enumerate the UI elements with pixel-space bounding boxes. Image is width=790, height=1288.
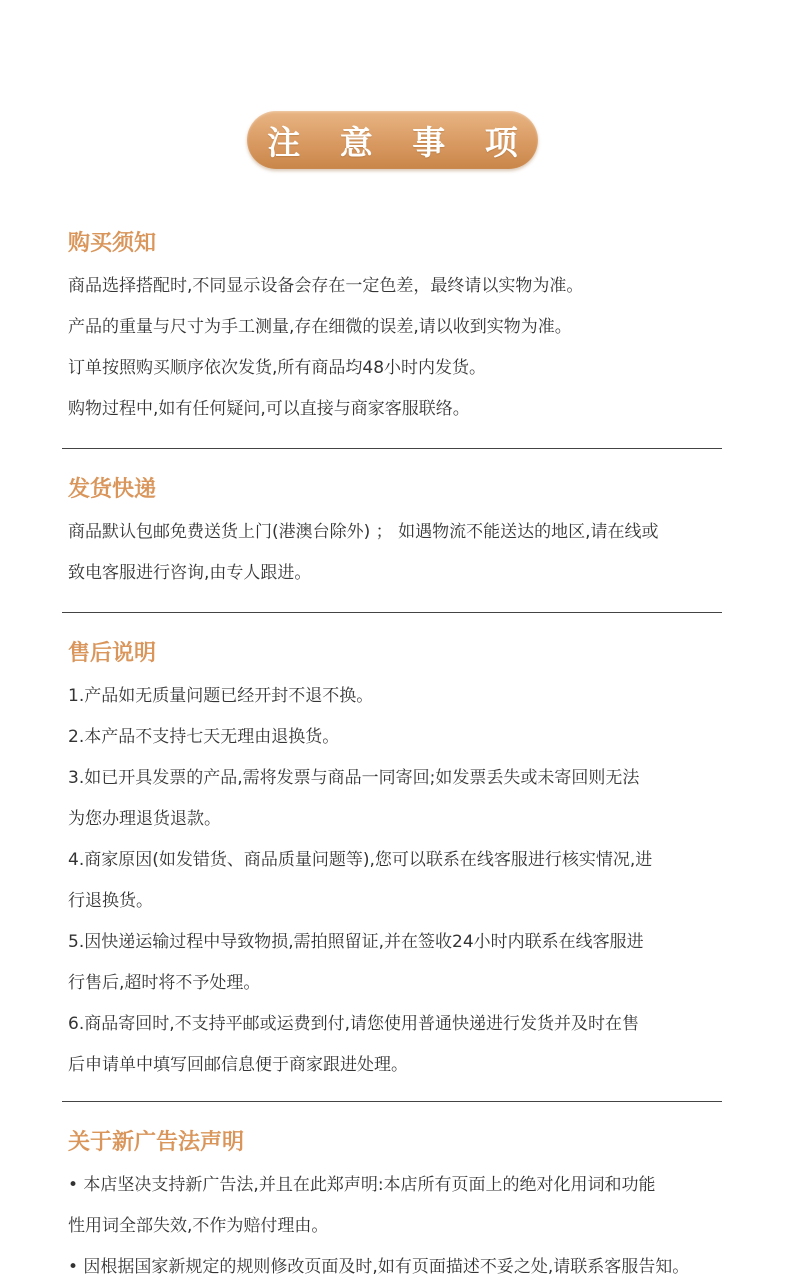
section-title-aftersale: 售后说明 — [68, 641, 157, 666]
paragraph-line: 行售后,超时将不予处理。 — [68, 973, 261, 993]
paragraph-line: 产品的重量与尺寸为手工测量,存在细微的误差,请以收到实物为准。 — [68, 317, 572, 337]
section-title-shipping: 发货快递 — [68, 477, 157, 502]
paragraph-line: • 本店坚决支持新广告法,并且在此郑声明:本店所有页面上的绝对化用词和功能 — [68, 1175, 656, 1195]
section-adlaw — [68, 1128, 724, 1288]
paragraph-line: 1.产品如无质量问题已经开封不退不换。 — [68, 686, 374, 706]
paragraph-line: 致电客服进行咨询,由专人跟进。 — [68, 563, 312, 583]
section-title-adlaw: 关于新广告法声明 — [68, 1130, 245, 1155]
paragraph-line: 为您办理退货退款。 — [68, 809, 221, 829]
section-purchase — [68, 229, 724, 430]
paragraph-line: 3.如已开具发票的产品,需将发票与商品一同寄回;如发票丢失或未寄回则无法 — [68, 768, 640, 788]
paragraph-line: 6.商品寄回时,不支持平邮或运费到付,请您使用普通快递进行发货并及时在售 — [68, 1014, 640, 1034]
paragraph-line: 后申请单中填写回邮信息便于商家跟进处理。 — [68, 1055, 408, 1075]
section-aftersale — [68, 639, 724, 1086]
paragraph-line: 4.商家原因(如发错货、商品质量问题等),您可以联系在线客服进行核实情况,进 — [68, 850, 653, 870]
paragraph-line: 性用词全部失效,不作为赔付理由。 — [68, 1216, 329, 1236]
paragraph-line: 2.本产品不支持七天无理由退换货。 — [68, 727, 340, 747]
section-divider — [62, 1101, 722, 1102]
paragraph-line: 订单按照购买顺序依次发货,所有商品均48小时内发货。 — [68, 358, 487, 378]
paragraph-line: 购物过程中,如有任何疑问,可以直接与商家客服联络。 — [68, 399, 470, 419]
paragraph-line: 商品选择搭配时,不同显示设备会存在一定色差，最终请以实物为准。 — [68, 276, 584, 296]
banner-title: 注 意 事 项 — [267, 122, 532, 162]
paragraph-line: 5.因快递运输过程中导致物损,需拍照留证,并在签收24小时内联系在线客服进 — [68, 932, 644, 952]
section-shipping — [68, 475, 724, 594]
paragraph-line: • 因根据国家新规定的规则修改页面及时,如有页面描述不妥之处,请联系客服告知。 — [68, 1257, 690, 1277]
section-divider — [62, 612, 722, 613]
section-divider — [62, 448, 722, 449]
paragraph-line: 行退换货。 — [68, 891, 153, 911]
paragraph-line: 商品默认包邮免费送货上门(港澳台除外) ； 如遇物流不能送达的地区,请在线或 — [68, 522, 659, 542]
notice-banner — [247, 111, 538, 169]
section-title-purchase: 购买须知 — [68, 231, 157, 256]
